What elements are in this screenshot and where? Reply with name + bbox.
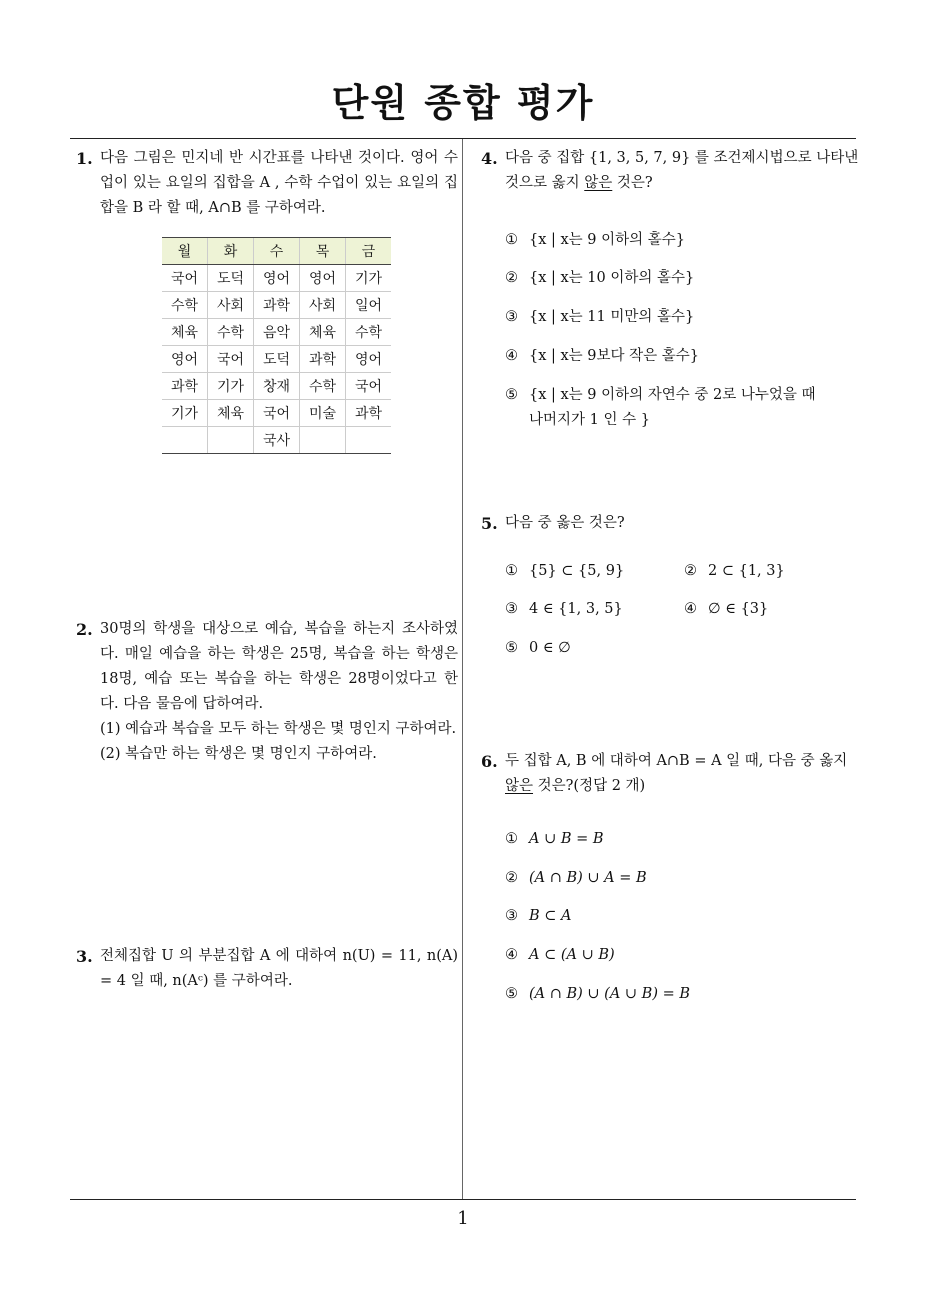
choice-text: A ∪ B = B	[529, 831, 604, 847]
problem-number: 4.	[481, 149, 498, 168]
table-row	[162, 427, 391, 454]
column-divider	[462, 139, 463, 1199]
table-cell: 사회	[208, 292, 254, 319]
table-cell: 체육	[162, 319, 208, 346]
table-cell: 과학	[162, 373, 208, 400]
choice-mark: ③	[505, 601, 518, 617]
choice-text: ∅ ∈ {3}	[708, 601, 769, 617]
day-header: 월	[162, 238, 208, 265]
table-cell: 체육	[300, 319, 346, 346]
choice-text-line2: 나머지가 1 인 수 }	[529, 412, 650, 428]
table-cell: 수학	[162, 292, 208, 319]
table-cell: 도덕	[254, 346, 300, 373]
table-cell: 과학	[300, 346, 346, 373]
table-cell: 국어	[208, 346, 254, 373]
choice-2[interactable]	[505, 870, 647, 886]
day-header: 금	[346, 238, 392, 265]
problem-3	[76, 944, 458, 994]
choice-mark: ③	[505, 908, 518, 924]
text-segment: 두 집합 A, B 에 대하여 A∩B = A 일 때, 다음 중 옳지	[505, 753, 848, 769]
choice-mark: ③	[505, 309, 518, 325]
top-rule	[70, 138, 856, 139]
choice-text: (A ∩ B) ∪ (A ∪ B) = B	[529, 986, 691, 1002]
choice-mark: ⑤	[505, 387, 518, 403]
choice-mark: ⑤	[505, 640, 518, 656]
choice-text: B ⊂ A	[529, 908, 572, 924]
text-segment: 다음 중 집합 {1, 3, 5, 7, 9} 를 조건제시법으로 나타낸 것으로 옳지	[505, 150, 859, 191]
text-segment: 것은?	[612, 175, 653, 191]
choice-text: {x | x는 9 이하의 자연수 중 2로 나누었을 때	[529, 387, 816, 403]
day-header: 목	[300, 238, 346, 265]
table-cell: 국어	[254, 400, 300, 427]
timetable-header-row	[162, 238, 391, 265]
table-row	[162, 265, 391, 292]
choice-2[interactable]	[684, 563, 785, 579]
table-cell: 사회	[300, 292, 346, 319]
table-cell: 영어	[300, 265, 346, 292]
table-cell: 영어	[254, 265, 300, 292]
page-number: 1	[457, 1208, 469, 1229]
table-cell	[208, 427, 254, 454]
choice-text: {x | x는 9보다 작은 홀수}	[529, 348, 700, 364]
choice-3[interactable]	[505, 305, 694, 326]
timetable	[162, 237, 391, 454]
choice-5[interactable]	[505, 986, 690, 1002]
table-cell: 국사	[254, 427, 300, 454]
problem-number: 1.	[76, 149, 93, 168]
choice-4[interactable]	[684, 601, 768, 617]
choice-mark: ①	[505, 232, 518, 248]
choice-text: A ⊂ (A ∪ B)	[529, 947, 615, 963]
choice-mark: ④	[505, 947, 518, 963]
choice-mark: ②	[505, 270, 518, 286]
sub-question-1: (1) 예습과 복습을 모두 하는 학생은 몇 명인지 구하여라.	[100, 721, 457, 737]
choice-1[interactable]	[505, 563, 624, 579]
problem-number: 5.	[481, 514, 498, 533]
table-cell: 음악	[254, 319, 300, 346]
table-cell: 과학	[346, 400, 392, 427]
problem-text: 다음 중 옳은 것은?	[505, 515, 625, 531]
table-cell: 일어	[346, 292, 392, 319]
choice-4[interactable]	[505, 344, 699, 365]
choice-mark: ④	[684, 601, 697, 617]
table-cell	[300, 427, 346, 454]
choice-5[interactable]	[505, 383, 816, 433]
choice-mark: ④	[505, 348, 518, 364]
choice-1[interactable]	[505, 228, 685, 249]
table-row	[162, 319, 391, 346]
table-row	[162, 400, 391, 427]
table-cell: 수학	[300, 373, 346, 400]
table-cell: 도덕	[208, 265, 254, 292]
table-row	[162, 292, 391, 319]
bottom-rule	[70, 1199, 856, 1200]
table-cell: 체육	[208, 400, 254, 427]
table-cell: 영어	[346, 346, 392, 373]
table-cell: 기가	[208, 373, 254, 400]
table-cell	[346, 427, 392, 454]
choice-4[interactable]	[505, 947, 615, 963]
choice-3[interactable]	[505, 601, 623, 617]
sub-question-2: (2) 복습만 하는 학생은 몇 명인지 구하여라.	[100, 746, 377, 762]
choice-mark: ②	[505, 870, 518, 886]
problem-number: 3.	[76, 947, 93, 966]
choice-text: {x | x는 10 이하의 홀수}	[529, 270, 695, 286]
table-cell: 수학	[346, 319, 392, 346]
problem-text	[505, 146, 861, 196]
choice-text: 2 ⊂ {1, 3}	[708, 563, 785, 579]
problem-text: 전체집합 U 의 부분집합 A 에 대하여 n(U) = 11, n(A) = 4 일 때, n(Aᶜ) 를 구하여라.	[100, 948, 458, 989]
problem-6	[481, 749, 861, 799]
underlined-word: 않은	[505, 778, 534, 794]
choice-5[interactable]	[505, 640, 571, 656]
day-header: 수	[254, 238, 300, 265]
problem-text: 30명의 학생을 대상으로 예습, 복습을 하는지 조사하였다. 매일 예습을 하는 학생은 25명, 복습을 하는 학생은 18명, 예습 또는 복습을 하는 학생은 28명이었다고 한다. 다음 물음에 답하여라.	[100, 621, 458, 712]
day-header: 화	[208, 238, 254, 265]
table-cell	[162, 427, 208, 454]
table-row	[162, 373, 391, 400]
choice-text: {5} ⊂ {5, 9}	[529, 563, 625, 579]
problem-number: 6.	[481, 752, 498, 771]
table-cell: 과학	[254, 292, 300, 319]
choice-2[interactable]	[505, 266, 694, 287]
choice-text: {x | x는 9 이하의 홀수}	[529, 232, 686, 248]
table-cell: 기가	[162, 400, 208, 427]
table-cell: 기가	[346, 265, 392, 292]
problem-5	[481, 511, 861, 536]
page-title: 단원 종합 평가	[331, 81, 595, 125]
problem-2	[76, 617, 458, 767]
choice-mark: ①	[505, 831, 518, 847]
table-cell: 국어	[346, 373, 392, 400]
problem-1	[76, 146, 458, 221]
problem-text	[505, 749, 861, 799]
table-cell: 국어	[162, 265, 208, 292]
choice-text: 0 ∈ ∅	[529, 640, 571, 656]
choice-mark: ②	[684, 563, 697, 579]
table-cell: 미술	[300, 400, 346, 427]
choice-1[interactable]	[505, 831, 604, 847]
choice-text: {x | x는 11 미만의 홀수}	[529, 309, 695, 325]
choice-mark: ⑤	[505, 986, 518, 1002]
table-cell: 창재	[254, 373, 300, 400]
choice-text: (A ∩ B) ∪ A = B	[529, 870, 647, 886]
choice-text: 4 ∈ {1, 3, 5}	[529, 601, 623, 617]
problem-number: 2.	[76, 620, 93, 639]
table-cell: 영어	[162, 346, 208, 373]
text-segment: 것은?(정답 2 개)	[533, 778, 646, 794]
table-row	[162, 346, 391, 373]
problem-4	[481, 146, 861, 196]
choice-mark: ①	[505, 563, 518, 579]
problem-text: 다음 그림은 민지네 반 시간표를 나타낸 것이다. 영어 수업이 있는 요일의 집합을 A , 수학 수업이 있는 요일의 집합을 B 라 할 때, A∩B 를 구하여라.	[100, 150, 458, 216]
table-cell: 수학	[208, 319, 254, 346]
underlined-word: 않은	[584, 175, 613, 191]
choice-3[interactable]	[505, 908, 572, 924]
